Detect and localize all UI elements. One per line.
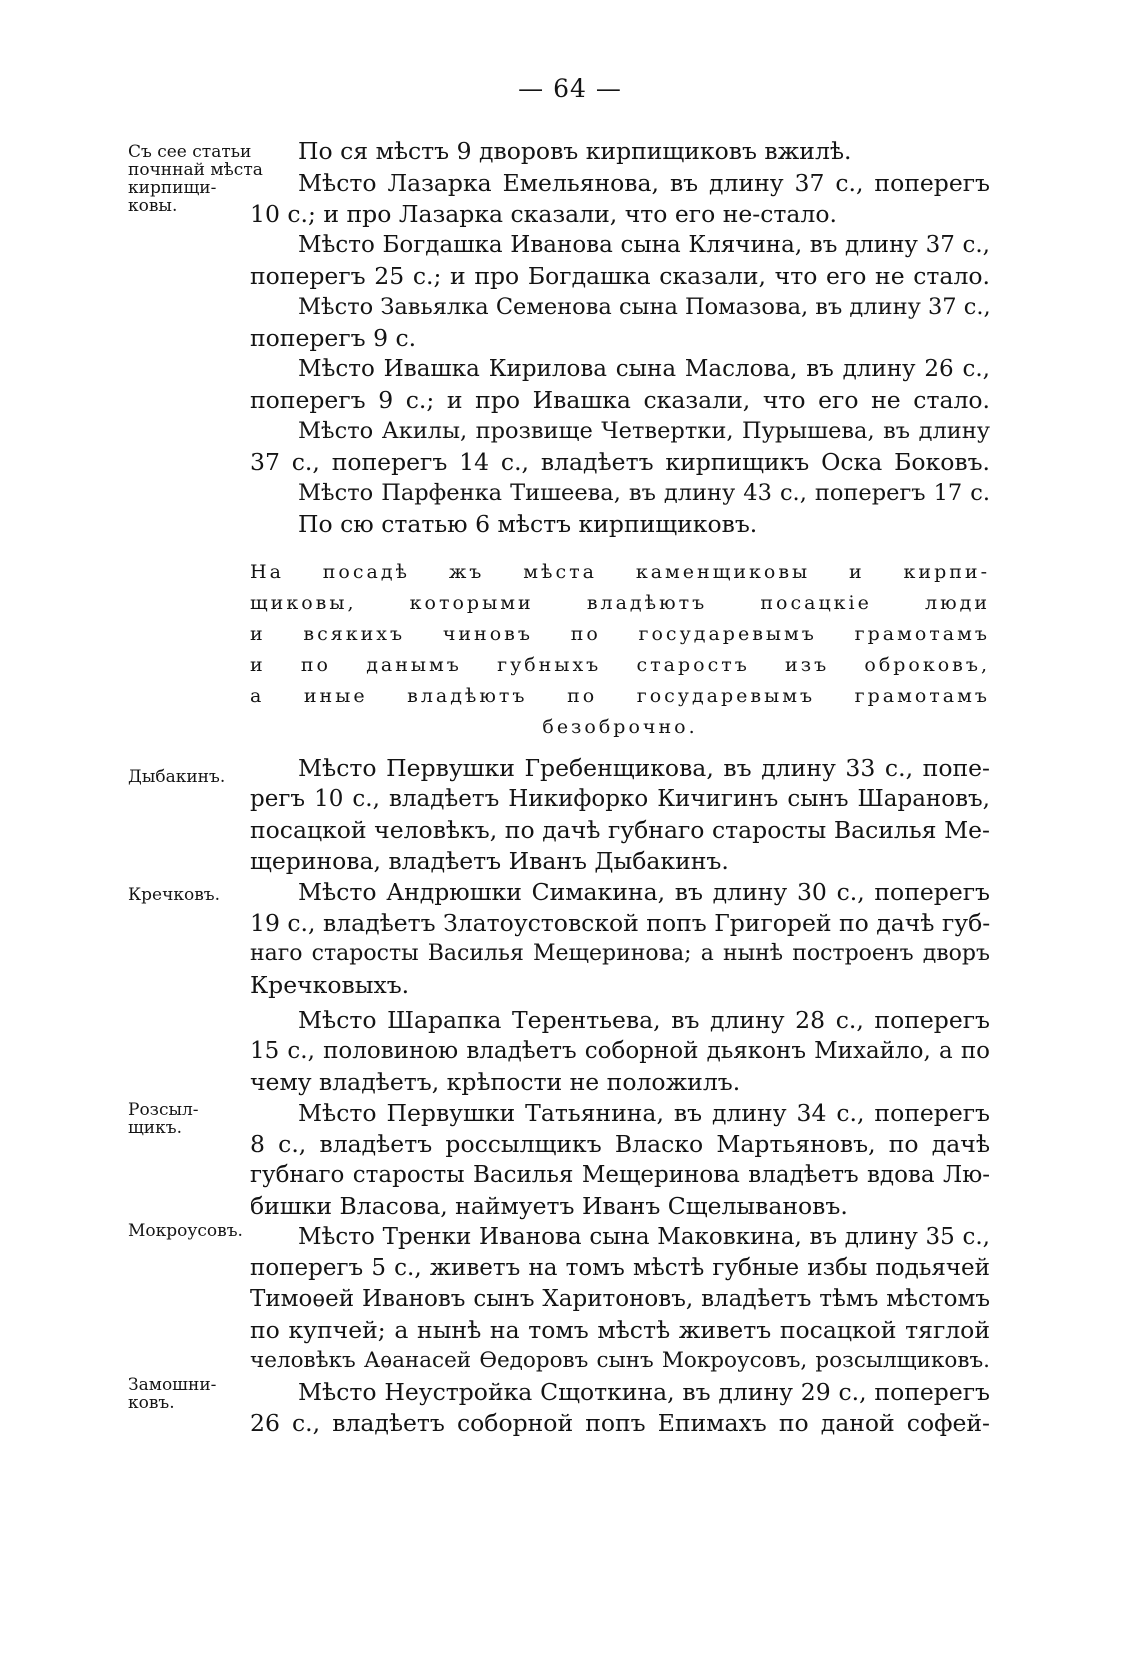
text-line: Кречковыхъ. bbox=[250, 971, 410, 999]
text-line: Мѣсто Тренки Иванова сына Маковкина, въ длину 35 с., bbox=[298, 1224, 990, 1250]
heading-line: и по данымъ губныхъ старостъ изъ оброковъ, bbox=[250, 654, 990, 676]
text-line: 37 с., поперегъ 14 с., владѣетъ кирпищикъ Оска Боковъ. bbox=[250, 448, 990, 476]
text-line: наго старосты Василья Мещеринова; а нынѣ построенъ дворъ bbox=[250, 941, 990, 966]
text-line: Мѣсто Акилы, прозвище Четвертки, Пурышева, въ длину bbox=[298, 418, 990, 444]
margin-note-rozsyl bbox=[128, 1101, 268, 1137]
margin-note-line: Розсыл- bbox=[128, 1100, 199, 1120]
text-line: Мѣсто Первушки Татьянина, въ длину 34 с., поперегъ bbox=[298, 1099, 990, 1127]
text-line: Мѣсто Завьялка Семенова сына Помазова, въ длину 37 с., bbox=[298, 294, 991, 320]
text-line: 19 с., владѣетъ Златоустовской попъ Григорей по дачѣ губ- bbox=[250, 909, 991, 937]
text-line: Мѣсто Андрюшки Симакина, въ длину 30 с., поперегъ bbox=[298, 878, 990, 906]
text-line: поперегъ 9 с. bbox=[250, 324, 417, 352]
heading-line: щиковы, которыми владѣютъ посацкіе люди bbox=[250, 592, 990, 614]
text-line: поперегъ 5 с., живетъ на томъ мѣстѣ губные избы подьячей bbox=[250, 1255, 990, 1281]
text-line: 15 с., половиною владѣетъ соборной дьяконъ Михайло, а по bbox=[250, 1038, 990, 1064]
text-line: щеринова, владѣетъ Иванъ Дыбакинъ. bbox=[250, 847, 729, 875]
text-line: По сю статью 6 мѣстъ кирпищиковъ. bbox=[298, 510, 758, 538]
text-line: поперегъ 9 с.; и про Ивашка сказали, что его не стало. bbox=[250, 386, 990, 414]
margin-note-line: Мокроусовъ. bbox=[128, 1221, 243, 1241]
text-line: по купчей; а нынѣ на томъ мѣстѣ живетъ посацкой тяглой bbox=[250, 1316, 990, 1344]
text-line: чему владѣетъ, крѣпости не положилъ. bbox=[250, 1068, 741, 1096]
heading-line: а иные владѣютъ по государевымъ грамотамъ bbox=[250, 685, 990, 707]
text-line: бишки Власова, наймуетъ Иванъ Сщелывановъ. bbox=[250, 1192, 848, 1220]
text-line: регъ 10 с., владѣетъ Никифорко Кичигинъ сынъ Шарановъ, bbox=[250, 786, 990, 812]
margin-note-line: ковы. bbox=[128, 196, 178, 216]
text-line: По ся мѣстъ 9 дворовъ кирпищиковъ вжилѣ. bbox=[298, 137, 852, 165]
text-line: Мѣсто Неустройка Сщоткина, въ длину 29 с., поперегъ bbox=[298, 1378, 990, 1406]
margin-note-line: Дыбакинъ. bbox=[128, 767, 226, 787]
margin-note-line: Съ сее статьи bbox=[128, 142, 252, 162]
text-line: Мѣсто Ивашка Кирилова сына Маслова, въ длину 26 с., bbox=[298, 356, 990, 382]
text-line: 10 с.; и про Лазарка сказали, что его не-стало. bbox=[250, 200, 837, 228]
text-line: Мѣсто Лазарка Емельянова, въ длину 37 с., поперегъ bbox=[298, 169, 990, 197]
text-line: Тимоѳей Ивановъ сынъ Харитоновъ, владѣетъ тѣмъ мѣстомъ bbox=[250, 1286, 990, 1312]
margin-note-zamoshni bbox=[128, 1376, 268, 1412]
text-line: поперегъ 25 с.; и про Богдашка сказали, что его не стало. bbox=[250, 262, 990, 290]
text-line: Мѣсто Шарапка Терентьева, въ длину 28 с., поперегъ bbox=[298, 1006, 990, 1034]
heading-line: и всякихъ чиновъ по государевымъ грамотамъ bbox=[250, 623, 990, 645]
margin-note-line: Кречковъ. bbox=[128, 885, 220, 905]
heading-line: безоброчно. bbox=[542, 716, 698, 738]
text-line: Мѣсто Парфенка Тишеева, въ длину 43 с., поперегъ 17 с. bbox=[298, 480, 990, 506]
margin-note-krechkov bbox=[128, 886, 268, 904]
text-line: посацкой человѣкъ, по дачѣ губнаго старосты Василья Ме- bbox=[250, 816, 990, 844]
page-number: — 64 — bbox=[518, 74, 622, 103]
margin-note-dybakin bbox=[128, 768, 268, 786]
heading-line: На посадѣ жъ мѣста каменщиковы и кирпи- bbox=[250, 561, 990, 583]
margin-note-line: щикъ. bbox=[128, 1118, 182, 1138]
text-line: человѣкъ Аѳанасей Ѳедоровъ сынъ Мокроусовъ, розсылщиковъ. bbox=[250, 1348, 990, 1373]
text-line: Мѣсто Богдашка Иванова сына Клячина, въ длину 37 с., bbox=[298, 232, 990, 258]
margin-note-line: ковъ. bbox=[128, 1393, 175, 1413]
margin-note-sees-stati bbox=[128, 143, 268, 215]
text-line: губнаго старосты Василья Мещеринова владѣетъ вдова Лю- bbox=[250, 1162, 990, 1188]
margin-note-mokrousov bbox=[128, 1222, 268, 1240]
text-line: 26 с., владѣетъ соборной попъ Епимахъ по даной софей- bbox=[250, 1409, 990, 1437]
margin-note-line: почннай мѣста bbox=[128, 160, 263, 180]
text-line: Мѣсто Первушки Гребенщикова, въ длину 33 с., попе- bbox=[298, 754, 990, 782]
margin-note-line: кирпищи- bbox=[128, 178, 217, 198]
margin-note-line: Замошни- bbox=[128, 1375, 217, 1395]
text-line: 8 с., владѣетъ россылщикъ Власко Мартьяновъ, по дачѣ bbox=[250, 1130, 990, 1158]
